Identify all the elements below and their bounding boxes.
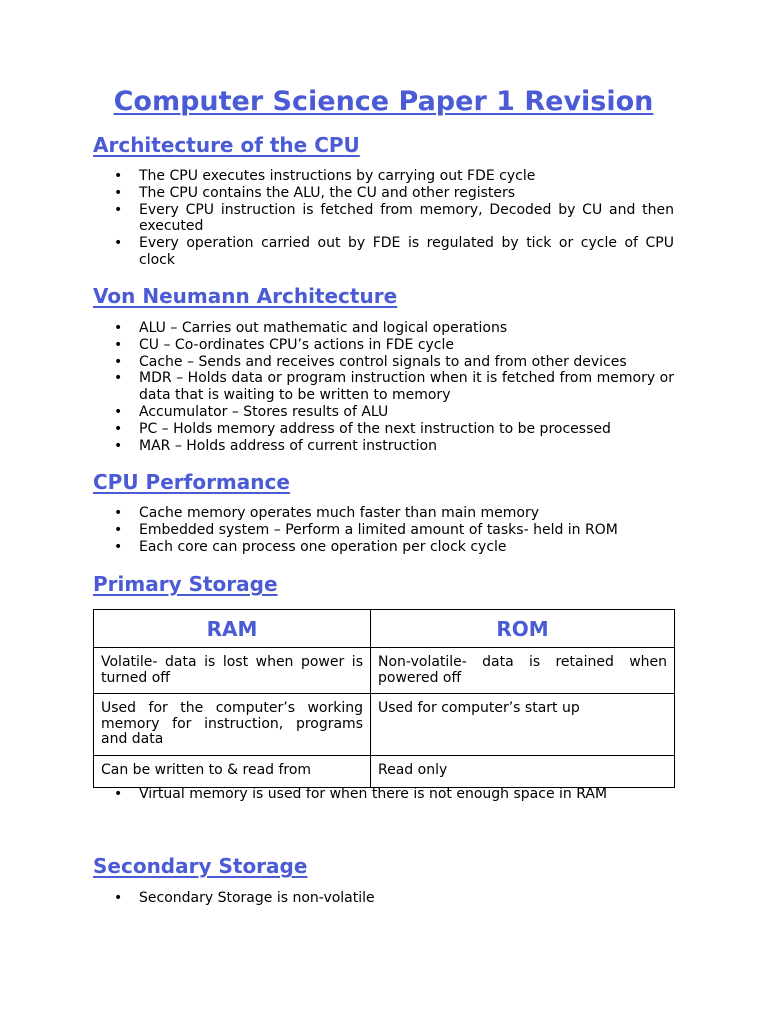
list-primary-storage (93, 786, 674, 803)
table-row (94, 694, 675, 756)
list-item: • CU – Co-ordinates CPU’s actions in FDE cycle (93, 337, 674, 354)
list-item: • MDR – Holds data or program instruction when it is fetched from memory or data that is waiting to be written to memory (93, 370, 674, 404)
list-item: • Cache memory operates much faster than main memory (93, 505, 674, 522)
list-item: • The CPU executes instructions by carrying out FDE cycle (93, 168, 674, 185)
list-performance (93, 505, 674, 555)
list-item: • MAR – Holds address of current instruction (93, 438, 674, 455)
list-von-neumann (93, 320, 674, 454)
page-title: Computer Science Paper 1 Revision (113, 86, 654, 117)
list-secondary-storage (93, 890, 674, 907)
list-item: • Every CPU instruction is fetched from memory, Decoded by CU and then executed (93, 202, 674, 236)
table-cell: Used for the computer’s working memory for instruction, programs and data (94, 694, 371, 756)
heading-von-neumann: Von Neumann Architecture (93, 284, 398, 308)
table-cell: Used for computer’s start up (371, 694, 675, 756)
list-item: • Every operation carried out by FDE is regulated by tick or cycle of CPU clock (93, 235, 674, 269)
list-item: • The CPU contains the ALU, the CU and other registers (93, 185, 674, 202)
list-item: • Cache – Sends and receives control signals to and from other devices (93, 354, 674, 371)
list-item: • Accumulator – Stores results of ALU (93, 404, 674, 421)
table-cell: Non-volatile- data is retained when powered off (371, 648, 675, 694)
table-cell: Read only (371, 756, 675, 788)
heading-primary-storage: Primary Storage (93, 572, 278, 596)
list-item: • Secondary Storage is non-volatile (93, 890, 674, 907)
table-header-ram: RAM (94, 610, 371, 648)
list-item: • PC – Holds memory address of the next instruction to be processed (93, 421, 674, 438)
list-item: • Virtual memory is used for when there is not enough space in RAM (93, 786, 674, 803)
list-item: • ALU – Carries out mathematic and logical operations (93, 320, 674, 337)
table-cell: Can be written to & read from (94, 756, 371, 788)
table-cell: Volatile- data is lost when power is turned off (94, 648, 371, 694)
list-architecture (93, 168, 674, 269)
table-header-rom: ROM (371, 610, 675, 648)
storage-table (93, 609, 675, 788)
list-item: • Embedded system – Perform a limited amount of tasks- held in ROM (93, 522, 674, 539)
list-item: • Each core can process one operation per clock cycle (93, 539, 674, 556)
heading-secondary-storage: Secondary Storage (93, 854, 308, 878)
heading-architecture: Architecture of the CPU (93, 133, 360, 157)
table-row (94, 756, 675, 788)
heading-performance: CPU Performance (93, 470, 290, 494)
table-row (94, 648, 675, 694)
table-header-row (94, 610, 675, 648)
